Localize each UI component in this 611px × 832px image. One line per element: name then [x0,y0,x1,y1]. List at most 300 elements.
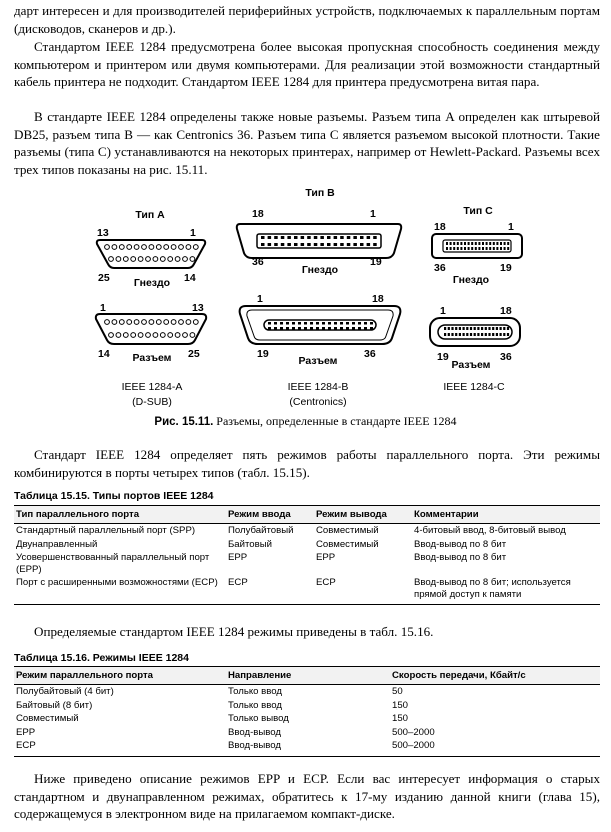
table-15-16 [14,666,600,757]
column-header: Режим вывода [314,506,412,524]
pin-dot [153,333,158,338]
pin-contact [453,242,455,245]
pin-dot [190,333,195,338]
paragraph-bandwidth: Стандартом IEEE 1284 предусмотрена более высокая пропускная способность соединения между компьютером и принтером или двумя компьютерами. Для реализации этой возможности стандартный кабель принтера не подходит. Стандартом IEEE 1284 для принтера предусмотрена витая пара. [14,39,600,89]
table-cell: Ввод-вывод [228,726,282,738]
pin-dot [109,333,114,338]
pin-contact [488,333,490,336]
type-b-label: Тип B [305,187,335,199]
pin-dot [149,245,154,250]
pin-contact [310,327,313,330]
pin-dot [168,257,173,262]
table-cell: ECP [14,739,226,756]
pin-dot [183,257,188,262]
pin-contact [478,247,480,250]
table-cell: Усовершенствованный параллельный порт (EPP) [16,552,210,575]
pin-contact [268,322,271,325]
table-cell: Совместимый [316,538,379,550]
paragraph-epp-ecp: Ниже приведено описание режимов EPP и ECP. Если вас интересует информация о старых стандартном и двунаправленном режимах, обратитесь к 17-му изданию данной книги (глава 15), содержащемуся в электронном виде на прилагаемом компакт-диске. [14,771,600,821]
pin-dot [127,245,132,250]
pin-contact [352,327,355,330]
pin-contact [320,236,324,239]
column-header: Скорость передачи, Кбайт/с [390,667,600,685]
pin-label: 1 [440,305,446,317]
pin-contact [314,236,318,239]
column-header: Комментарии [412,506,600,524]
figure-caption-text: Разъемы, определенные в стандарте IEEE 1284 [216,414,457,428]
pin-contact [492,327,494,330]
pin-contact [474,327,476,330]
table-15-15-caption: Таблица 15.15. Типы портов IEEE 1284 [14,490,214,502]
pin-contact [457,247,459,250]
pin-contact [496,247,498,250]
pin-label: 1 [257,293,263,305]
table-cell: Стандартный параллельный порт (SPP) [16,525,196,536]
pin-dot [183,333,188,338]
pin-contact [261,243,265,246]
pin-contact [268,236,272,239]
pin-contact [488,327,490,330]
pin-dot [175,333,180,338]
pin-dot [131,333,136,338]
pin-contact [500,242,502,245]
type-a-socket-label: Гнездо [133,277,171,289]
pin-contact [481,333,483,336]
table-cell: Полубайтовый (4 бит) [16,686,114,697]
pin-contact [280,327,283,330]
pin-dot [164,320,169,325]
paragraph-modes-ref: Определяемые стандартом IEEE 1284 режимы приведены в табл. 15.16. [34,624,434,639]
pin-contact [457,242,459,245]
pin-dot [105,320,110,325]
pin-dot [105,245,110,250]
pin-label: 36 [434,262,446,274]
table-cell: Только вывод [228,713,289,724]
column-header: Тип параллельного порта [14,506,226,524]
pin-dot [146,333,151,338]
pin-contact [475,247,477,250]
pin-contact [316,322,319,325]
pin-contact [340,243,344,246]
pin-contact [444,327,446,330]
pin-contact [364,322,367,325]
pin-label: 13 [192,302,204,314]
pin-contact [340,322,343,325]
pin-label: 14 [184,272,196,284]
pin-contact [507,327,509,330]
pin-contact [320,243,324,246]
pin-contact [280,322,283,325]
pin-dot [119,245,124,250]
pin-dot [112,245,117,250]
type-a-subname: (D-SUB) [132,396,172,408]
pin-contact [466,327,468,330]
pin-contact [322,327,325,330]
pin-label: 19 [370,256,382,268]
pin-contact [367,236,371,239]
pin-contact [373,236,377,239]
pin-contact [459,327,461,330]
pin-contact [261,236,265,239]
pin-contact [453,247,455,250]
pin-contact [327,243,331,246]
pin-contact [451,327,453,330]
figure-caption [0,414,611,429]
type-a-plug-label: Разъем [132,352,172,364]
pin-dot [131,257,136,262]
table-15-16-caption: Таблица 15.16. Режимы IEEE 1284 [14,652,189,664]
pin-dot [175,257,180,262]
pin-contact [500,333,502,336]
pin-contact [294,236,298,239]
type-b-socket-pins [261,236,377,246]
pin-label: 18 [500,305,512,317]
pin-dot [134,320,139,325]
pin-contact [470,333,472,336]
table-cell: Ввод-вывод по 8 бит; используется прямой доступ к памяти [412,576,600,605]
pin-contact [353,236,357,239]
table-cell: 50 [392,686,403,697]
pin-contact [464,247,466,250]
table-row [14,712,600,726]
pin-contact [358,322,361,325]
pin-label: 14 [98,348,110,360]
pin-contact [464,242,466,245]
figure-number: Рис. 15.11. [154,416,214,428]
pin-contact [310,322,313,325]
pin-contact [298,327,301,330]
pin-contact [347,243,351,246]
pin-contact [360,236,364,239]
pin-contact [477,327,479,330]
table-cell: Ввод-вывод по 8 бит [414,538,507,550]
table-row [14,739,600,756]
table-row [14,524,600,538]
pin-dot [146,257,151,262]
pin-contact [274,243,278,246]
pin-contact [448,327,450,330]
paragraph-modes: Стандарт IEEE 1284 определяет пять режимов работы параллельного порта. Эти режимы комбинируются в порты четырех типов (табл. 15.15). [14,447,600,480]
pin-contact [451,333,453,336]
pin-dot [116,257,121,262]
pin-contact [274,322,277,325]
pin-contact [367,243,371,246]
table-row [14,576,600,605]
pin-label: 36 [364,348,376,360]
pin-contact [450,247,452,250]
pin-dot [193,245,198,250]
table-row [14,726,600,740]
pin-contact [294,243,298,246]
column-header: Режим параллельного порта [14,667,226,685]
pin-contact [471,247,473,250]
pin-dot [168,333,173,338]
pin-contact [327,236,331,239]
pin-contact [470,327,472,330]
pin-dot [171,245,176,250]
pin-contact [486,247,488,250]
table-cell: Только ввод [228,686,282,697]
pin-contact [455,327,457,330]
table-cell: 500–2000 [392,726,435,738]
pin-contact [304,322,307,325]
pin-contact [334,236,338,239]
pin-contact [316,327,319,330]
pin-contact [468,247,470,250]
pin-contact [446,247,448,250]
pin-contact [340,236,344,239]
table-cell: ECP [314,576,412,605]
pin-dot [142,245,147,250]
pin-contact [346,322,349,325]
pin-contact [496,242,498,245]
pin-contact [347,236,351,239]
pin-contact [346,327,349,330]
pin-dot [123,333,128,338]
pin-dot [134,245,139,250]
pin-dot [112,320,117,325]
pin-contact [268,243,272,246]
pin-label: 13 [97,227,109,239]
pin-contact [460,247,462,250]
type-c-plug-pins [444,327,509,336]
table-row [14,538,600,552]
pin-label: 36 [500,351,512,363]
pin-contact [298,322,301,325]
pin-contact [301,236,305,239]
table-cell: 150 [392,699,409,711]
pin-label: 19 [500,262,512,274]
pin-dot [116,333,121,338]
table-cell: Двунаправленный [16,538,98,550]
pin-label: 18 [252,208,264,220]
pin-contact [504,242,506,245]
pin-label: 36 [252,256,264,268]
type-a-label: Тип A [135,209,165,221]
pin-contact [307,243,311,246]
table-cell: ECP [226,576,314,605]
pin-contact [482,247,484,250]
type-b-socket-label: Гнездо [301,264,339,276]
pin-dot [127,320,132,325]
pin-contact [503,333,505,336]
pin-label: 1 [190,227,196,239]
pin-label: 1 [100,302,106,314]
table-cell: Порт с расширенными возможностями (ECP) [14,576,226,605]
pin-contact [507,242,509,245]
pin-contact [328,322,331,325]
pin-contact [507,247,509,250]
pin-contact [286,322,289,325]
paragraph-connectors: В стандарте IEEE 1284 определены также новые разъемы. Разъем типа A определен как штыревой DB25, разъем типа B — как Centronics 36. Разъем типа C является разъемом высокой плотности. Такие разъемы (типа C) устанавливаются на некоторых принтерах, например от Hewlett-Packard. Разъемы всех трех типов показаны на рис. 15.11. [14,109,600,177]
type-c-label: Тип C [463,205,493,217]
pin-label: 18 [434,221,446,233]
pin-contact [373,243,377,246]
pin-dot [109,257,114,262]
pin-contact [503,327,505,330]
table-cell: 4-битовый ввод, 8-битовый вывод [414,525,566,536]
pin-dot [119,320,124,325]
type-a-socket-pins [105,245,199,262]
pin-contact [292,327,295,330]
type-b-subname: (Centronics) [289,396,347,408]
pin-contact [334,327,337,330]
pin-label: 19 [437,351,449,363]
pin-contact [460,242,462,245]
pin-dot [156,245,161,250]
pin-contact [274,236,278,239]
pin-dot [193,320,198,325]
table-cell: Ввод-вывод по 8 бит [414,552,507,563]
pin-contact [446,242,448,245]
pin-contact [481,327,483,330]
pin-contact [493,242,495,245]
type-c-socket-shape [432,234,522,258]
pin-contact [287,243,291,246]
pin-dot [138,257,143,262]
pin-contact [475,242,477,245]
pin-contact [496,333,498,336]
pin-contact [292,322,295,325]
pin-label: 19 [257,348,269,360]
pin-contact [455,333,457,336]
pin-contact [504,247,506,250]
type-c-socket-pins [446,242,509,250]
pin-contact [459,333,461,336]
table-cell: Байтовый (8 бит) [16,699,93,711]
pin-contact [444,333,446,336]
table-15-15 [14,505,600,605]
type-b-name: IEEE 1284-B [287,381,349,393]
pin-contact [507,333,509,336]
pin-contact [485,327,487,330]
pin-label: 1 [508,221,514,233]
pin-contact [466,333,468,336]
pin-contact [268,327,271,330]
pin-dot [138,333,143,338]
type-a-plug-shape [96,314,206,344]
table-cell: Ввод-вывод [226,739,390,756]
type-b-plug-pins [268,322,373,330]
table-cell: EPP [316,552,336,563]
table-cell: Совместимый [16,713,79,724]
pin-contact [286,327,289,330]
pin-dot [186,320,191,325]
table-row [14,685,600,699]
pin-dot [171,320,176,325]
table-row [14,699,600,713]
pin-label: 18 [372,293,384,305]
pin-contact [463,327,465,330]
pin-contact [493,247,495,250]
column-header: Направление [226,667,390,685]
pin-label: 1 [370,208,376,220]
type-c-name: IEEE 1284-C [443,381,505,393]
pin-dot [156,320,161,325]
pin-contact [450,242,452,245]
pin-contact [482,242,484,245]
pin-contact [301,243,305,246]
pin-contact [478,242,480,245]
pin-contact [370,327,373,330]
type-b-socket-shape [237,224,401,258]
table-cell: Только ввод [228,699,282,711]
pin-contact [281,236,285,239]
table-cell: EPP [228,552,248,563]
pin-contact [496,327,498,330]
pin-dot [179,320,184,325]
pin-contact [334,243,338,246]
pin-contact [360,243,364,246]
pin-contact [471,242,473,245]
pin-dot [164,245,169,250]
connector-figure [80,186,540,411]
pin-contact [477,333,479,336]
pin-dot [149,320,154,325]
pin-contact [468,242,470,245]
type-c-plug-label: Разъем [451,359,491,371]
pin-contact [492,333,494,336]
pin-contact [364,327,367,330]
pin-contact [489,247,491,250]
pin-dot [186,245,191,250]
table-cell: Совместимый [316,525,379,536]
pin-contact [463,333,465,336]
pin-dot [160,333,165,338]
pin-contact [448,333,450,336]
table-cell: Байтовый [228,538,272,550]
table-cell: 500–2000 [390,739,600,756]
type-a-plug-pins [105,320,199,338]
pin-contact [370,322,373,325]
pin-contact [281,243,285,246]
type-c-socket-label: Гнездо [452,274,490,286]
pin-contact [304,327,307,330]
pin-contact [322,322,325,325]
pin-contact [474,333,476,336]
pin-contact [307,236,311,239]
pin-contact [485,333,487,336]
pin-dot [123,257,128,262]
paragraph-intro-continued: дарт интересен и для производителей периферийных устройств, подключаемых к параллельным портам (дисководов, сканеров и др.). [14,3,600,36]
pin-contact [314,243,318,246]
pin-dot [160,257,165,262]
pin-contact [340,327,343,330]
table-cell: Полубайтовый [228,525,294,536]
table-row [14,551,600,576]
pin-contact [274,327,277,330]
type-b-plug-label: Разъем [298,355,338,367]
pin-label: 25 [98,272,110,284]
table-cell: EPP [16,726,36,738]
pin-contact [328,327,331,330]
pin-contact [287,236,291,239]
type-c-plug-shape [430,318,520,346]
pin-contact [489,242,491,245]
type-a-name: IEEE 1284-A [121,381,183,393]
pin-contact [334,322,337,325]
pin-contact [500,247,502,250]
pin-dot [153,257,158,262]
pin-contact [353,243,357,246]
pin-contact [352,322,355,325]
pin-dot [190,257,195,262]
pin-label: 25 [188,348,200,360]
column-header: Режим ввода [226,506,314,524]
pin-dot [142,320,147,325]
pin-dot [179,245,184,250]
pin-contact [500,327,502,330]
